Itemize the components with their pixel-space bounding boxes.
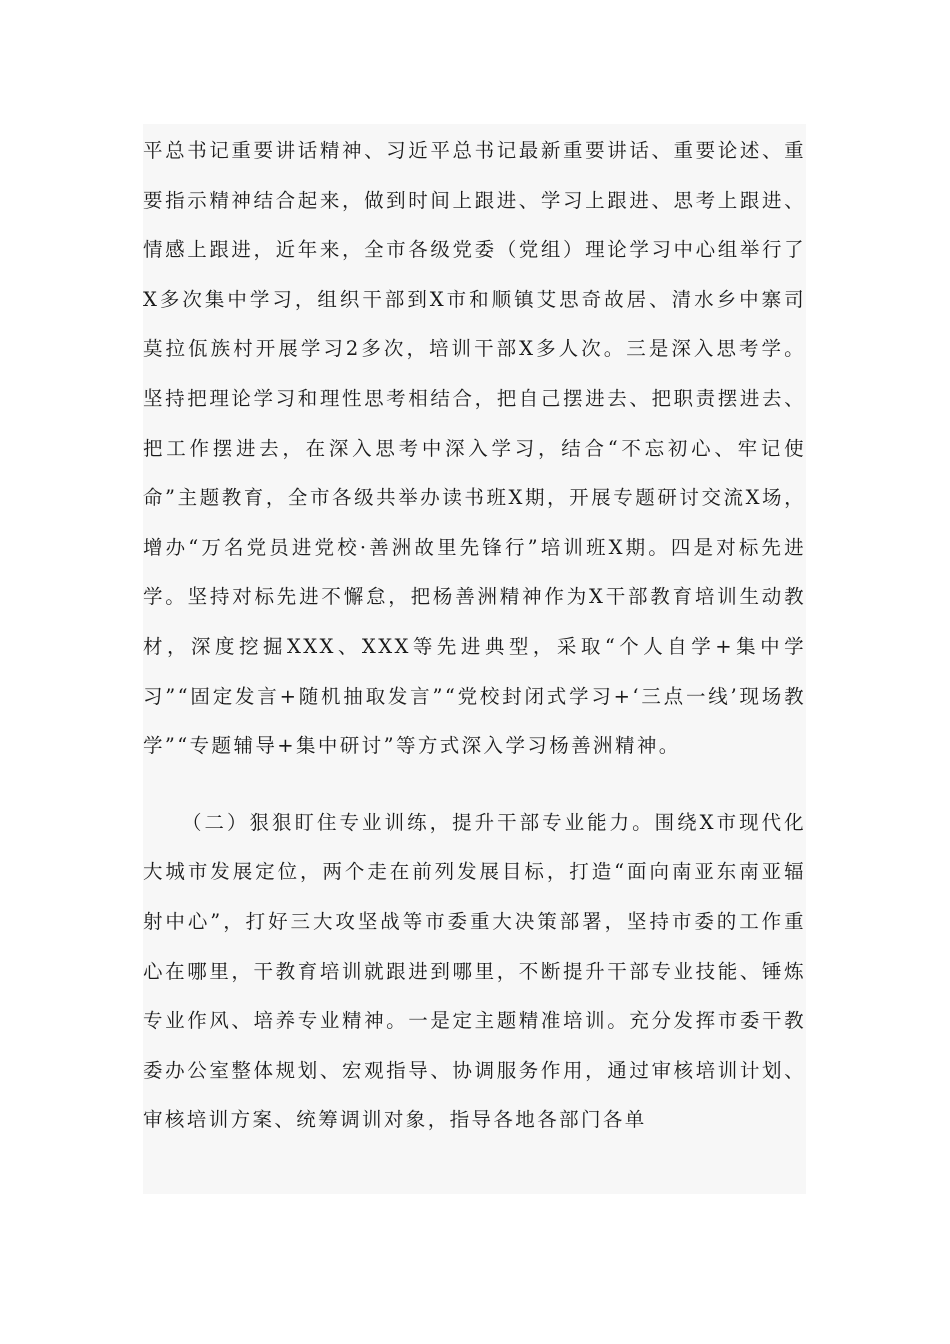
body-paragraph-2: （二）狠狠盯住专业训练，提升干部专业能力。围绕X市现代化大城市发展定位，两个走在前列发展目标，打造“面向南亚东南亚辐射中心”，打好三大攻坚战等市委重大决策部署，坚持市委的工作重心在哪里，干教育培训就跟进到哪里，不断提升干部专业技能、锤炼专业作风、培养专业精神。一是定主题精准培训。充分发挥市委干教委办公室整体规划、宏观指导、协调服务作用，通过审核培训计划、审核培训方案、统筹调训对象，指导各地各部门各单 [143, 810, 806, 1132]
body-paragraph-1: 平总书记重要讲话精神、习近平总书记最新重要讲话、重要论述、重要指示精神结合起来，做到时间上跟进、学习上跟进、思考上跟进、情感上跟进，近年来，全市各级党委（党组）理论学习中心组举行了X多次集中学习，组织干部到X市和顺镇艾思奇故居、清水乡中寨司莫拉佤族村开展学习2多次，培训干部X多人次。三是深入思考学。坚持把理论学习和理性思考相结合，把自己摆进去、把职责摆进去、把工作摆进去，在深入思考中深入学习，结合“不忘初心、牢记使命”主题教育，全市各级共举办读书班X期，开展专题研讨交流X场，增办“万名党员进党校·善洲故里先锋行”培训班X期。四是对标先进学。坚持对标先进不懈怠，把杨善洲精神作为X干部教育培训生动教材，深度挖掘XXX、XXX等先进典型，采取“个人自学+集中学习”“固定发言+随机抽取发言”“党校封闭式学习+‘三点一线’现场教学”“专题辅导+集中研讨”等方式深入学习杨善洲精神。 [143, 139, 806, 758]
document-body [143, 124, 806, 1194]
